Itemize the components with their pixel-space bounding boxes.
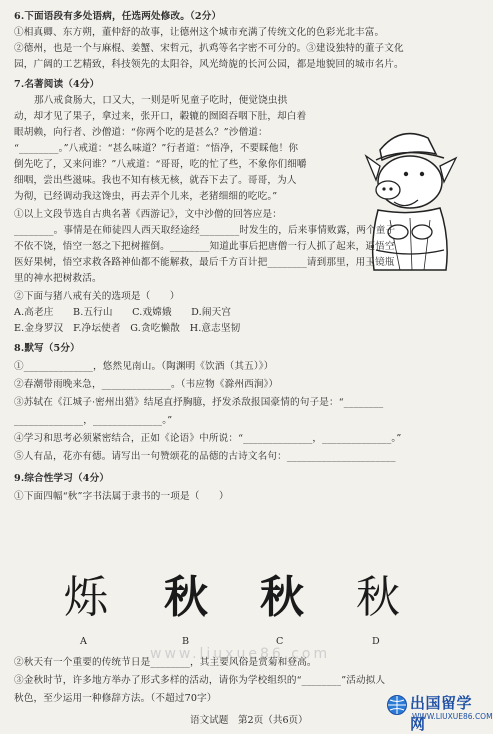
q7-s1-line-5: 里的神水把树救活。 bbox=[14, 273, 102, 284]
q7-passage-line: 细咽，尝出些滋味。我也不知有核无核，就吞下去了。哥哥，为人 bbox=[14, 175, 297, 186]
calligraphy-options bbox=[64, 568, 424, 638]
page-footer: 语文试题 第2页（共6页） bbox=[190, 715, 308, 726]
q7-passage-line: 那八戒食肠大，口又大，一则是听见童子吃时，便觉饶虫拱 bbox=[34, 95, 288, 106]
option-label-d: D bbox=[372, 636, 380, 647]
q7-s1-line-2: ________。事情是在师徒四人西天取经途经________时发生的，后来事情败露，两个童子 bbox=[14, 225, 396, 236]
q8-title: 8.默写（5分） bbox=[14, 343, 80, 354]
q7-passage-line: 倒先吃了，又来问谁？”八戒道：“哥哥，吃的忙了些，不象你们细嚼 bbox=[14, 159, 307, 170]
watermark-url: WWW.LIUXUE86.COM bbox=[412, 712, 493, 721]
q6-text-3: 园，广阔的工艺精致，科技领先的太阳谷，风光绮旎的长河公园，都是地貌回的城市名片。 bbox=[14, 59, 404, 70]
q7-passage-line: 动，却才见了果子，拿过来，张开口，轂辘的囫囵吞咽下肚，却白着 bbox=[14, 111, 307, 122]
q7-s1: ①以上文段节选自古典名著《西游记》，文中沙僧的回答应是： bbox=[14, 209, 283, 220]
faint-watermark-text: www.liuxue86.com bbox=[150, 646, 331, 662]
calligraphy-glyph-b: 秋 bbox=[164, 572, 208, 623]
q9-s1: ①下面四幅“秋”字书法属于隶书的一项是（ ） bbox=[14, 491, 229, 502]
q6-title: 6.下面语段有多处语病，任选两处修改。（2分） bbox=[14, 11, 222, 22]
q9-s4: 秋色，至少运用一种修辞方法。（不超过70字） bbox=[14, 693, 217, 704]
q7-title: 7.名著阅读（4分） bbox=[14, 79, 100, 90]
q8-line-1: ①______________，悠然见南山。（陶渊明《饮酒（其五）》） bbox=[14, 361, 274, 372]
calligraphy-glyph-c: 秋 bbox=[260, 572, 304, 623]
site-watermark bbox=[386, 692, 493, 733]
globe-icon bbox=[386, 694, 408, 716]
q7-options-row-1: A.高老庄 B.五行山 C.戏嫦娥 D.闹天宫 bbox=[14, 307, 232, 318]
calligraphy-glyph-d: 秋 bbox=[356, 573, 400, 622]
calligraphy-glyph-a: 烁 bbox=[64, 572, 110, 623]
q9-s3: ③金秋时节，许多地方举办了形式多样的活动，请你为学校组织的“________”活动拟人 bbox=[14, 675, 386, 686]
q8-line-3: ③苏轼在《江城子·密州出猎》结尾直抒胸臆，抒发杀敌报国豪情的句子是：“________ bbox=[14, 397, 384, 408]
q7-passage-line: 眼胡赖，向行者、沙僧道：“你两个吃的是甚么？”沙僧道： bbox=[14, 127, 268, 138]
q8-line-4: ______________，______________。” bbox=[14, 415, 173, 426]
q6-text-1: ①相真卿、东方朔，董仲舒的故事，让德州这个城市充满了传统文化的色彩光北丰富。 bbox=[14, 27, 385, 38]
q8-line-2: ②春潮带雨晚来急，______________。（韦应物《滁州西涧》） bbox=[14, 379, 279, 390]
q7-s2: ②下面与猪八戒有关的选项是（ ） bbox=[14, 291, 180, 302]
q7-options-row-2: E.金身罗汉 F.净坛使者 G.贪吃懒散 H.意志坚韧 bbox=[14, 323, 241, 334]
q8-line-5: ④学习和思考必须紧密结合，正如《论语》中所说：“______________，______________。” bbox=[14, 433, 402, 444]
q8-line-6: ⑤人有品，花亦有德。请写出一句赞颂花的品德的古诗文名句：______________________ bbox=[14, 451, 396, 462]
watermark-title: 出国留学网 bbox=[410, 694, 473, 733]
option-label-c: C bbox=[276, 636, 284, 647]
q7-passage-line: 为彻，已经调动我这馋虫，再去弄个儿来，老猪细细的吃吃。” bbox=[14, 191, 278, 202]
option-label-b: B bbox=[182, 636, 190, 647]
q6-text-2: ②德州，也是一个与麻棍、姜蟹、宋哲元，扒鸡等名字密不可分的。③建设独特的董子文化 bbox=[14, 43, 404, 54]
q9-s2: ②秋天有一个重要的传统节日是________，其主要风俗是赏菊和登高。 bbox=[14, 657, 317, 668]
q7-passage-line: “________。”八戒道：“甚么味道？”行者道：“悟净，不要睬他！你 bbox=[14, 143, 299, 154]
q7-s1-line-4: 医好果树，悟空求救各路神仙都不能解救，最后千方百计把________请到那里，用玉镜瓶 bbox=[14, 257, 395, 268]
q7-s1-line-3: 不依不饶，悟空一怒之下把树摧倒。________知道此事后把唐僧一行人抓了起来，逼悟空 bbox=[14, 241, 395, 252]
q9-title: 9.综合性学习（4分） bbox=[14, 473, 110, 484]
option-label-a: A bbox=[80, 636, 87, 647]
